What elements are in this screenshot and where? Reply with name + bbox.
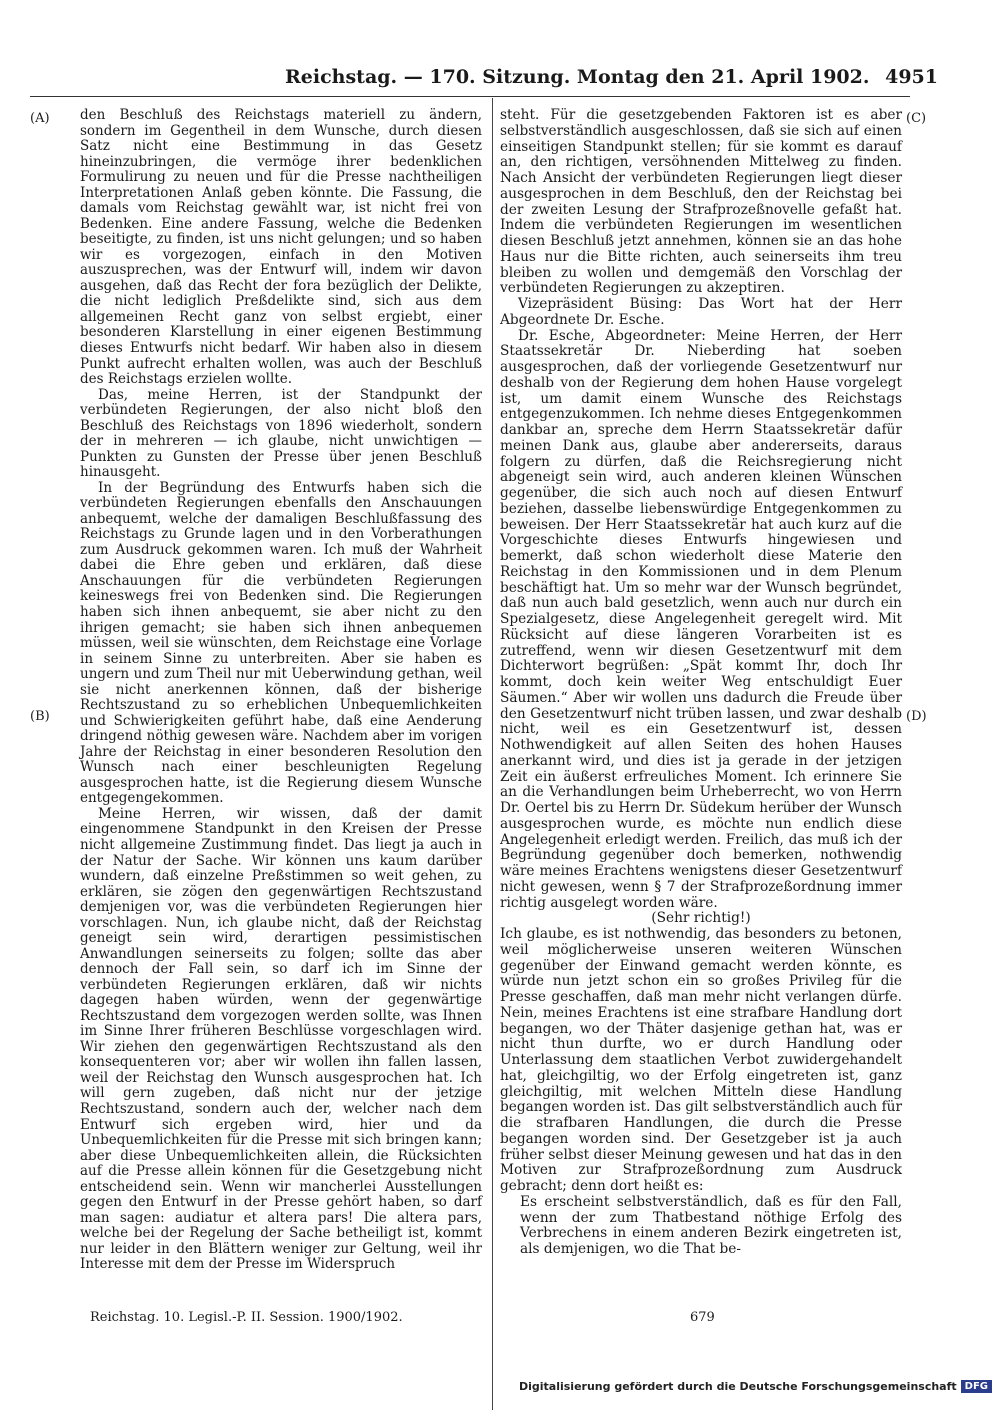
speaker-paragraph: Vizepräsident Büsing: Das Wort hat der Herr Abgeordnete Dr. Esche. — [500, 296, 902, 328]
dfg-logo: DFG — [961, 1380, 992, 1393]
paragraph: Meine Herren, wir wissen, daß der damit eingenommene Standpunkt in den Kreisen der Presse nicht allgemeine Zustimmung findet. Das liegt ja auch in der Natur der Sache. Wir können uns kaum darüber wundern, daß einzelne Preßstimmen so weit gehen, zu erklären, sie zögen den gegenwärtigen Rechtszustand demjenigen vor, was die verbündeten Regierungen hier vorschlagen. Nun, ich glaube nicht, daß der Reichstag geneigt sein wird, derartigen pessimistischen Anwandlungen seinerseits zu folgen; sollte das aber dennoch der Fall sein, so darf ich im Sinne der verbündeten Regierungen erklären, daß wir nichts dagegen haben würden, wenn der gegenwärtige Rechtszustand dem vorgezogen werden sollte, was Ihnen im Sinne Ihrer früheren Beschlüsse vorgeschlagen wird. Wir ziehen den gegenwärtigen Rechtszustand als den konsequenteren vor; aber wir wollen ihn fallen lassen, weil der Reichstag den Wunsch ausgesprochen hat. Ich will gern zugeben, daß nicht nur der jetzige Rechtszustand, sondern auch der, welcher nach dem Entwurf sich ergeben wird, hier und da Unbequemlichkeiten für die Presse mit sich bringen kann; aber diese Unbequemlichkeiten allein, die Rücksichten auf die Presse allein können für die Gesetzgebung nicht entscheidend sein. Wenn wir mancherlei Ausstellungen gegen den Entwurf in der Presse gehört haben, so darf man sagen: audiatur et altera pars! Die altera pars, welche bei der Regelung der Sache betheiligt ist, kommt nur leider in den Blättern weniger zur Geltung, weil ihr Interesse mit dem der Presse im Widerspruch — [80, 805, 482, 1273]
header-title: Reichstag. — 170. Sitzung. Montag den 21. April 1902. — [285, 66, 870, 88]
header-rule — [30, 96, 910, 97]
page-number: 4951 — [885, 66, 938, 88]
footer-session: Reichstag. 10. Legisl.-P. II. Session. 1900/1902. — [90, 1310, 403, 1325]
right-column — [500, 108, 902, 1258]
paragraph: den Beschluß des Reichstags materiell zu ändern, sondern im Gegentheil in dem Wunsche, durch diesen Satz nicht eine Bestimmung in das Gesetz hineinzubringen, die vermöge ihrer bedenklichen Formulirung zu neuen und für die Presse nachtheiligen Interpretationen Anlaß geben könnte. Die Fassung, die damals vom Reichstag gewählt war, ist nicht frei von Bedenken. Eine andere Fassung, welche die Bedenken beseitigte, zu finden, ist uns nicht gelungen; und so haben wir es vorgezogen, einfach in den Motiven auszusprechen, was der Entwurf will, indem wir davon ausgehen, daß das Recht der fora bezüglich der Delikte, die nicht lediglich Preßdelikte sind, sich aus dem allgemeinen Recht ganz von selbst ergiebt, einer besonderen Klarstellung in einer eigenen Bestimmung dieses Entwurfs nicht bedarf. Wir haben also in diesem Punkt aufrecht erhalten wollen, was auch der Beschluß des Reichstags erzielen wollte. — [80, 107, 482, 388]
interjection: (Sehr richtig!) — [651, 910, 751, 927]
paragraph: In der Begründung des Entwurfs haben sich die verbündeten Regierungen ebenfalls den Anschauungen anbequemt, welche der damaligen Beschlußfassung des Reichstags zu Grunde lagen und in den Vorberathungen zum Ausdruck gekommen waren. Ich muß der Wahrheit dabei die Ehre geben und erklären, daß diese Anschauungen für die verbündeten Regierungen keineswegs frei von Bedenken sind. Die Regierungen haben sich ihnen anbequemt, sie aber nicht zu den ihrigen gemacht; sie haben sich ihnen anbequemen müssen, weil sie wünschten, dem Reichstage eine Vorlage in seinem Sinne zu unterbreiten. Aber sie haben es ungern und zum Theil nur mit Ueberwindung gethan, weil sie nicht anerkennen können, daß der bisherige Rechtszustand zu so erheblichen Unbequemlichkeiten und Schwierigkeiten geführt habe, daß eine Aenderung dringend nöthig gewesen wäre. Nachdem aber im vorigen Jahre der Reichstag in einer besonderen Resolution den Wunsch nach einer beschleunigten Regelung ausgesprochen hatte, ist die Regierung diesem Wunsche entgegengekommen. — [80, 479, 482, 807]
margin-marker-d: (D) — [906, 709, 927, 724]
paragraph: steht. Für die gesetzgebenden Faktoren ist es aber selbstverständlich ausgeschlossen, daß sie sich auf einen einseitigen Standpunkt stellen; für sie kommt es darauf an, den richtigen, versöhnenden Mittelweg zu finden. Nach Ansicht der verbündeten Regierungen liegt dieser ausgesprochen in dem Beschluß, den der Reichstag bei der zweiten Lesung der Strafprozeßnovelle gefaßt hat. Indem die verbündeten Regierungen im wesentlichen diesen Beschluß jetzt annehmen, können sie an das hohe Haus nur die Bitte richten, auch seinerseits ihm treu bleiben zu wollen und demgemäß den Vorschlag der verbündeten Regierungen zu akzeptiren. — [500, 107, 902, 297]
quotation: Es erscheint selbstverständlich, daß es für den Fall, wenn der zum Thatbestand nöthige Erfolg des Verbrechens in einem anderen Bezirk eingetreten ist, als demjenigen, wo die That be- — [520, 1193, 902, 1257]
page-header — [30, 66, 938, 92]
paragraph: Ich glaube, es ist nothwendig, das besonders zu betonen, weil möglicherweise unseren weiteren Wünschen gegenüber der Einwand gemacht werden könnte, es würde nun jetzt schon ein so großes Privileg für die Presse geschaffen, daß man mehr nicht verlangen dürfe. Nein, meines Erachtens ist eine strafbare Handlung dort begangen, wo der Thäter dasjenige gethan hat, was er nicht thun durfte, wo er durch Handlung oder Unterlassung dem staatlichen Verbot zuwidergehandelt hat, gleichgiltig, wo der Erfolg eingetreten ist, ganz gleichgiltig, mit welchen Mitteln diese Handlung begangen worden ist. Das gilt selbstverständlich auch für die strafbaren Handlungen, die durch die Presse begangen worden sind. Der Gesetzgeber ist ja auch früher selbst dieser Meinung gewesen und hat das in den Motiven zur Strafprozeßordnung zum Ausdruck gebracht; denn dort heißt es: — [500, 926, 902, 1194]
banner-text: Digitalisierung gefördert durch die Deutsche Forschungsgemeinschaft — [518, 1380, 957, 1393]
margin-marker-c: (C) — [906, 111, 927, 126]
paragraph: Das, meine Herren, ist der Standpunkt der verbündeten Regierungen, der also nicht bloß den Beschluß des Reichstags von 1896 wiederholt, sondern der in mehreren — ich glaube, nicht unwichtigen — Punkten zu Gunsten der Presse über jenen Beschluß hinausgeht. — [80, 386, 482, 481]
column-divider — [492, 98, 493, 1410]
margin-marker-b: (B) — [30, 709, 50, 724]
margin-marker-a: (A) — [30, 111, 50, 126]
left-column — [80, 108, 482, 1273]
speaker-paragraph: Dr. Esche, Abgeordneter: Meine Herren, der Herr Staatssekretär Dr. Nieberding hat soeben ausgesprochen, daß der vorliegende Gesetzentwurf nur deshalb von der Regierung dem hohen Hause vorgelegt ist, um damit einem Wunsche des Reichstags entgegenzukommen. Ich nehme dieses Entgegenkommen dankbar an, spreche dem Herrn Staatssekretär dafür meinen Dank aus, glaube aber andererseits, daraus folgern zu dürfen, daß die Reichsregierung nicht abgeneigt sein wird, auch anderen kleinen Wünschen gegenüber, die sich auch noch auf diesen Entwurf beziehen, dasselbe liebenswürdige Entgegenkommen zu beweisen. Der Herr Staatssekretär hat auch kurz auf die Vorgeschichte dieses Entwurfs hingewiesen und bemerkt, daß schon wiederholt diese Materie den Reichstag in den Kommissionen und in dem Plenum beschäftigt hat. Um so mehr war der Wunsch begründet, daß nun auch bald gesetzlich, wenn auch nur durch ein Spezialgesetz, diese Angelegenheit geregelt wird. Mit Rücksicht auf diese längeren Vorarbeiten ist es zutreffend, wenn wir diesen Gesetzentwurf mit dem Dichterwort begrüßen: „Spät kommt Ihr, doch Ihr kommt, doch kein weiter Weg entschuldigt Euer Säumen.“ Aber wir wollen uns dadurch die Freude über den Gesetzentwurf nicht trüben lassen, und zwar deshalb nicht, weil es ein Gesetzentwurf ist, dessen Nothwendigkeit auf allen Seiten des hohen Hauses anerkannt wird, und dies ist ja gerade in der jetzigen Zeit ein äußerst erfreuliches Moment. Ich erinnere Sie an die Verhandlungen beim Urheberrecht, wo von Herrn Dr. Oertel bis zu Herrn Dr. Südekum herüber der Wunsch ausgesprochen wurde, es möchte nun endlich diese Angelegenheit erledigt werden. Freilich, das muß ich der Begründung gegenüber doch bemerken, nothwendig wäre meines Erachtens wenigstens dieser Gesetzentwurf nicht gewesen, wenn § 7 der Strafprozeßordnung immer richtig ausgelegt worden wäre. — [500, 327, 902, 911]
digitization-banner — [519, 1380, 992, 1393]
footer-page-number: 679 — [690, 1310, 715, 1325]
